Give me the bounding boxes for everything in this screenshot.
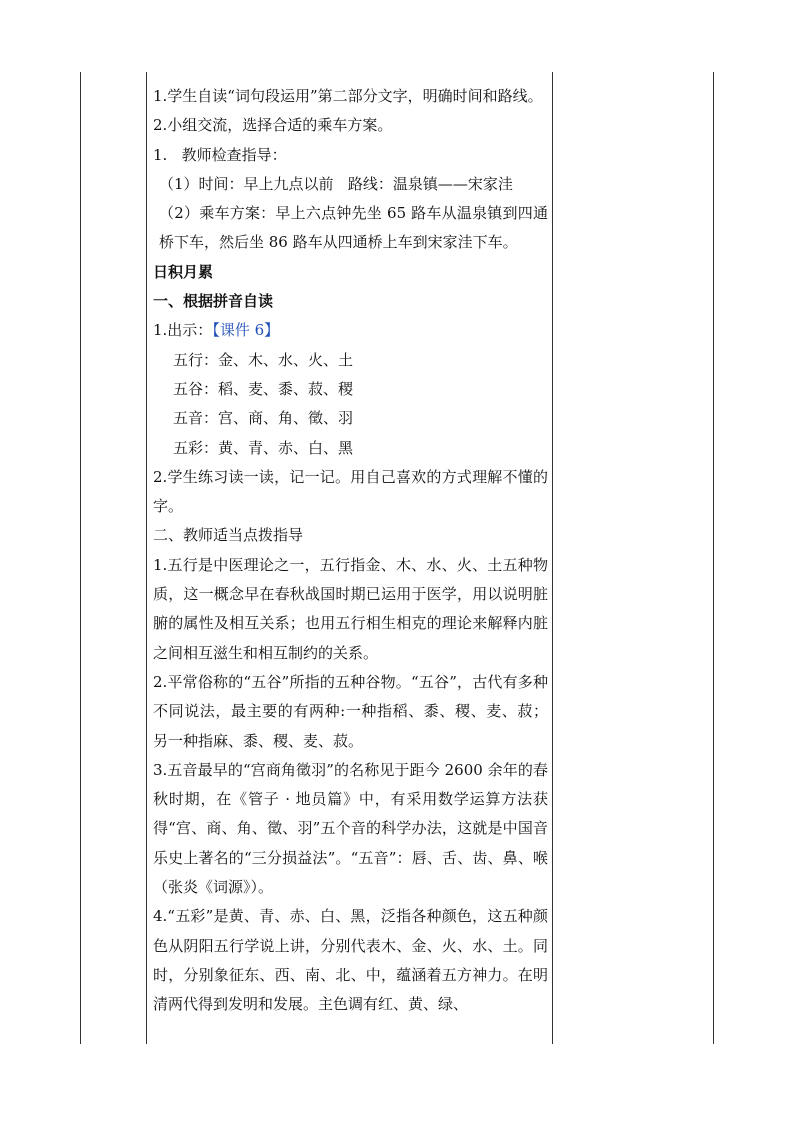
step-group-discuss: 2.小组交流，选择合适的乘车方案。 <box>153 116 393 135</box>
show-courseware-line <box>153 316 548 345</box>
step-teacher-check: 1. 教师检查指导： <box>153 145 287 164</box>
table-border-inner-right <box>552 72 553 1044</box>
paragraph-wugu: 2.平常俗称的“五谷”所指的五种谷物。“五谷”，古代有多种不同说法，最主要的有两种:一种指稻、黍、稷、麦、菽；另一种指麻、黍、稷、麦、菽。 <box>153 672 548 750</box>
paragraph-wucai: 4.“五彩”是黄、青、赤、白、黑，泛指各种颜色，这五种颜色从阴阳五行学说上讲，分别代表木、金、火、水、土。同时，分别象征东、西、南、北、中，蕴涵着五方神力。在明清两代得到发明和发展。主色调有红、黄、绿、 <box>153 907 548 1014</box>
answer-bus-plan: （2）乘车方案：早上六点钟先坐 65 路车从温泉镇到四通桥下车，然后坐 86 路车从四通桥上车到宋家洼下车。 <box>159 204 548 252</box>
step-practice-read: 2.学生练习读一读，记一记。用自己喜欢的方式理解不懂的字。 <box>153 467 548 516</box>
section-heading-daily: 日积月累 <box>153 262 214 281</box>
table-border-right <box>713 72 714 1044</box>
list-item-wucai: 五彩：黄、青、赤、白、黑 <box>173 438 354 457</box>
paragraph-wuyin: 3.五音最早的“宫商角徵羽”的名称见于距今 2600 余年的春秋时期，在《管子 · 地员篇》中，有采用数学运算方法获得“宫、商、角、徵、羽”五个音的科学办法，这就是中国音乐史上著名的“三分损益法”。“五音”：唇、舌、齿、鼻、喉（张炎《词源》）。 <box>153 760 548 897</box>
show-prefix: 1.出示： <box>153 321 213 340</box>
subheading-pinyin-read: 一、根据拼音自读 <box>153 292 274 311</box>
step-read-text: 1.学生自读“词句段运用”第二部分文字，明确时间和路线。 <box>153 87 543 105</box>
list-item-wuxing: 五行：金、木、水、火、土 <box>173 350 354 369</box>
list-item-wuyin: 五音：宫、商、角、徵、羽 <box>173 409 354 428</box>
lesson-content-cell <box>153 82 548 1020</box>
paragraph-wuxing: 1.五行是中医理论之一，五行指金、木、水、火、土五种物质，这一概念早在春秋战国时期已运用于医学，用以说明脏腑的属性及相互关系；也用五行相生相克的理论来解释内脏之间相互滋生和相互制约的关系。 <box>153 555 548 662</box>
list-item-wugu: 五谷：稻、麦、黍、菽、稷 <box>173 379 354 398</box>
courseware-link[interactable]: 【课件 6】 <box>212 321 280 340</box>
table-border-left <box>80 72 81 1044</box>
answer-time-route: （1）时间：早上九点以前 路线：温泉镇——宋家洼 <box>159 174 513 193</box>
table-border-inner-left <box>146 72 147 1044</box>
subheading-teacher-guide: 二、教师适当点拨指导 <box>153 526 304 545</box>
